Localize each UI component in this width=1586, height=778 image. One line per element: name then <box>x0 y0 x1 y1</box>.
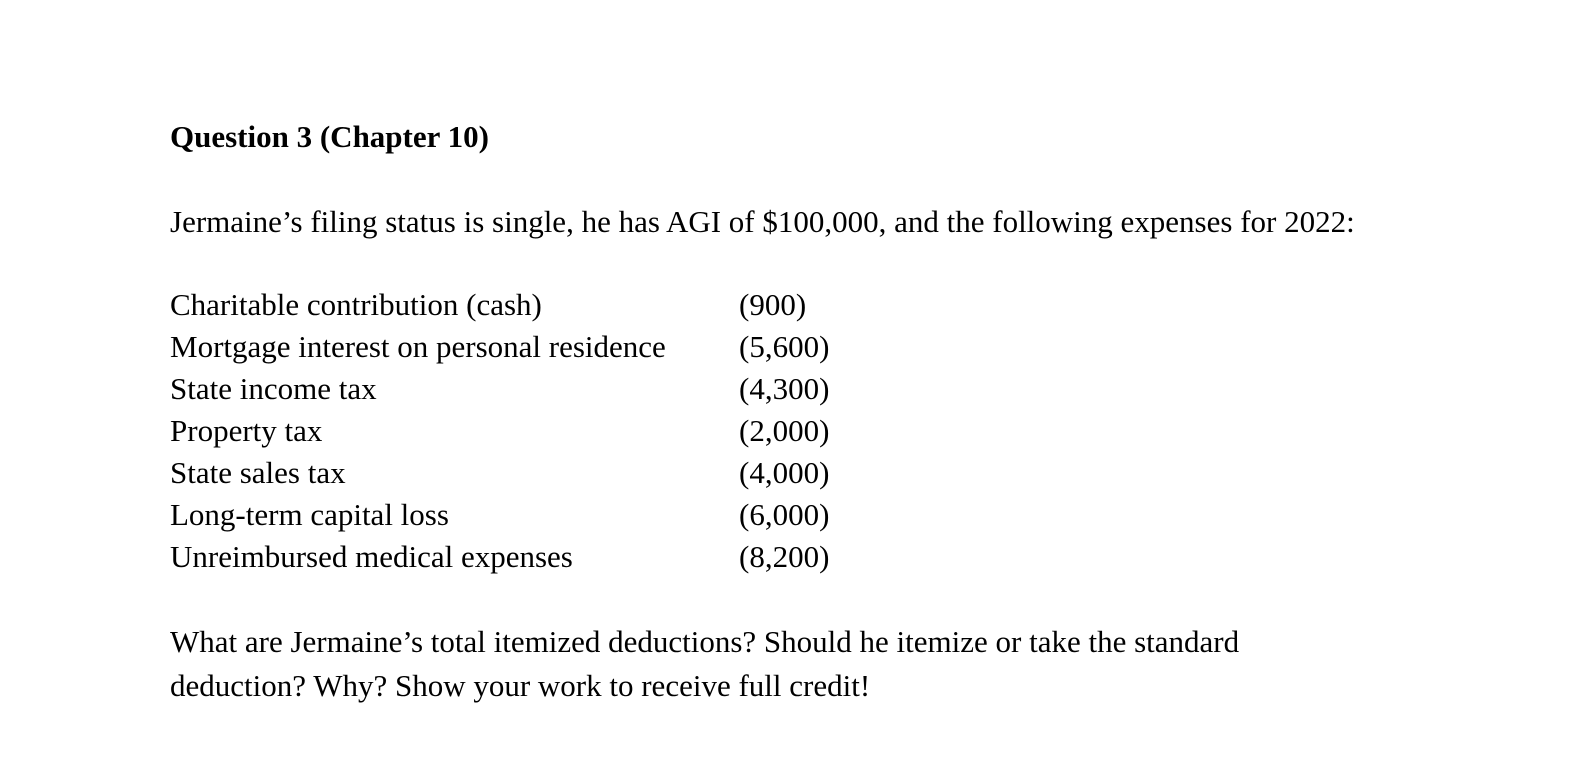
expense-label: Mortgage interest on personal residence <box>170 329 666 364</box>
expense-row <box>170 412 870 454</box>
expense-label: Unreimbursed medical expenses <box>170 539 573 574</box>
question-text <box>170 620 1370 708</box>
expense-amount: (900) <box>739 287 807 322</box>
expense-label: Property tax <box>170 413 323 448</box>
expense-row <box>170 328 870 370</box>
expense-label: State income tax <box>170 371 377 406</box>
expense-row <box>170 454 870 496</box>
expense-amount: (2,000) <box>739 413 830 448</box>
expense-amount: (8,200) <box>739 539 830 574</box>
expense-row <box>170 370 870 412</box>
expense-label: Charitable contribution (cash) <box>170 287 542 322</box>
expense-row <box>170 286 870 328</box>
question-line: deduction? Why? Show your work to receive full credit! <box>170 668 871 703</box>
expense-row <box>170 496 870 538</box>
expense-row <box>170 538 870 580</box>
expense-amount: (4,300) <box>739 371 830 406</box>
expense-list <box>170 286 870 580</box>
question-line: What are Jermaine’s total itemized deductions? Should he itemize or take the standard <box>170 624 1240 659</box>
expense-label: Long-term capital loss <box>170 497 449 532</box>
intro-text: Jermaine’s filing status is single, he has AGI of $100,000, and the following expenses for 2022: <box>170 204 1355 239</box>
expense-amount: (5,600) <box>739 329 830 364</box>
expense-amount: (6,000) <box>739 497 830 532</box>
expense-label: State sales tax <box>170 455 346 490</box>
expense-amount: (4,000) <box>739 455 830 490</box>
question-title: Question 3 (Chapter 10) <box>170 119 489 154</box>
